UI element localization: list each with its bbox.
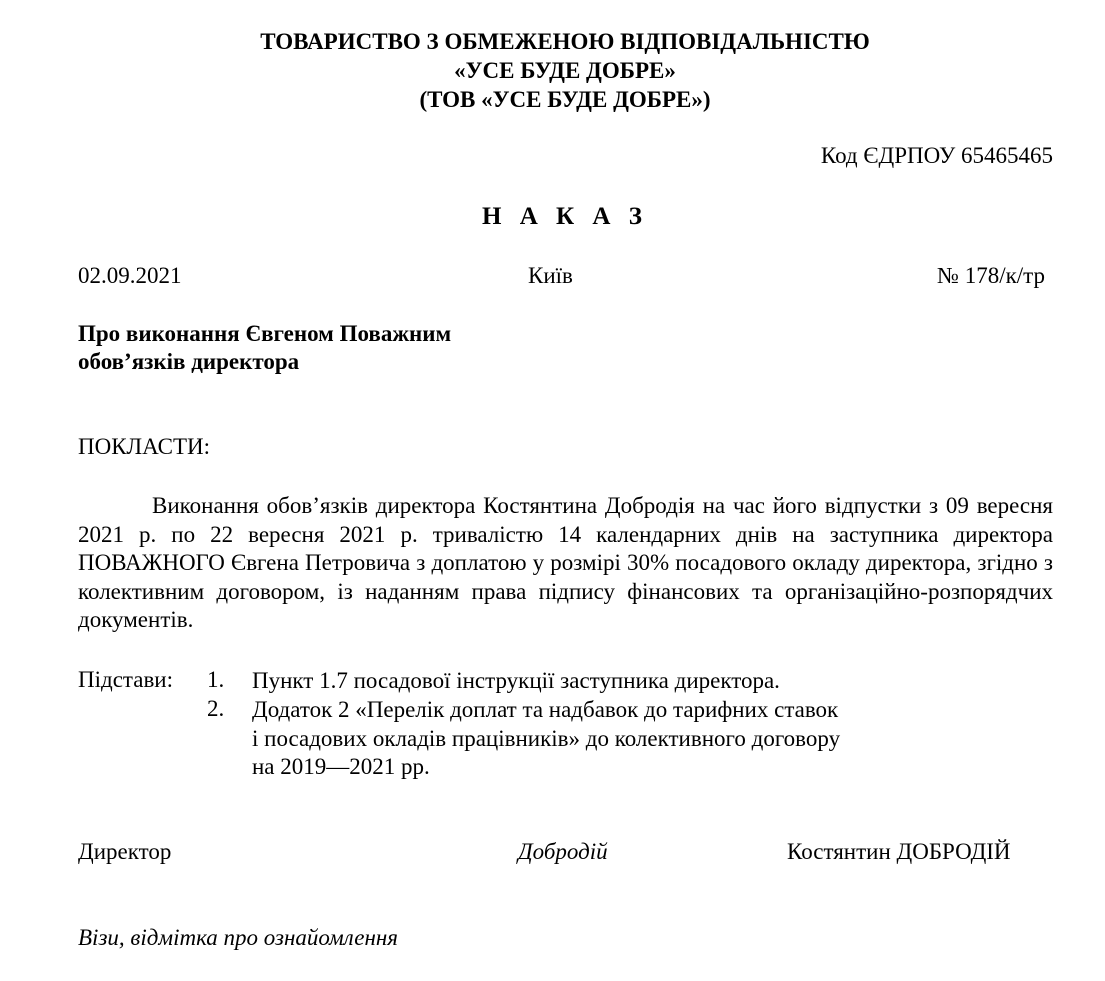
document-city: Київ xyxy=(528,263,573,288)
document-title: Н А К А З xyxy=(482,203,648,230)
signer-name: Костянтин ДОБРОДІЙ xyxy=(787,839,1011,864)
subject-line-2: обов’язків директора xyxy=(78,349,300,374)
handwritten-signature: Добродій xyxy=(518,839,608,864)
basis-item-1-text: Пункт 1.7 посадової інструкції заступника директора. xyxy=(252,668,780,693)
visa-note: Візи, відмітка про ознайомлення xyxy=(78,925,398,950)
basis-item-2-line-1: Додаток 2 «Перелік доплат та надбавок до тарифних ставок xyxy=(252,697,839,722)
order-body-paragraph: Виконання обов’язків директора Костянтина Добродія на час його відпустки з 09 вересня 2021 р. по 22 вересня 2021 р. тривалістю 14 календарних днів на заступника директора ПОВАЖНОГО Євгена Петровича з доплатою у розмірі 30% посадового окладу директора, згідно з колективним договором, із наданням права підпису фінансових та організаційно-розпорядчих документів. xyxy=(78,493,1053,632)
org-name-line2: «УСЕ БУДЕ ДОБРЕ» xyxy=(454,58,676,83)
subject-line-1: Про виконання Євгеном Поважним xyxy=(78,321,452,346)
document-subject xyxy=(78,320,451,376)
org-name-line1: ТОВАРИСТВО З ОБМЕЖЕНОЮ ВІДПОВІДАЛЬНІСТЮ xyxy=(260,29,870,54)
basis-item-2-line-3: на 2019—2021 рр. xyxy=(252,754,430,779)
document-number: № 178/к/тр xyxy=(937,263,1045,288)
edrpou-code: Код ЄДРПОУ 65465465 xyxy=(820,143,1053,168)
order-word: ПОКЛАСТИ: xyxy=(78,434,211,459)
org-name-short: (ТОВ «УСЕ БУДЕ ДОБРЕ») xyxy=(419,87,711,112)
document-date: 02.09.2021 xyxy=(78,263,182,288)
basis-label: Підстави: xyxy=(78,667,174,692)
basis-item-1-number: 1. xyxy=(207,667,225,692)
signer-position: Директор xyxy=(78,839,172,864)
basis-item-2-line-2: і посадових окладів працівників» до колективного договору xyxy=(252,725,841,751)
basis-item-2-text xyxy=(252,696,840,782)
basis-item-2-number: 2. xyxy=(207,696,225,721)
